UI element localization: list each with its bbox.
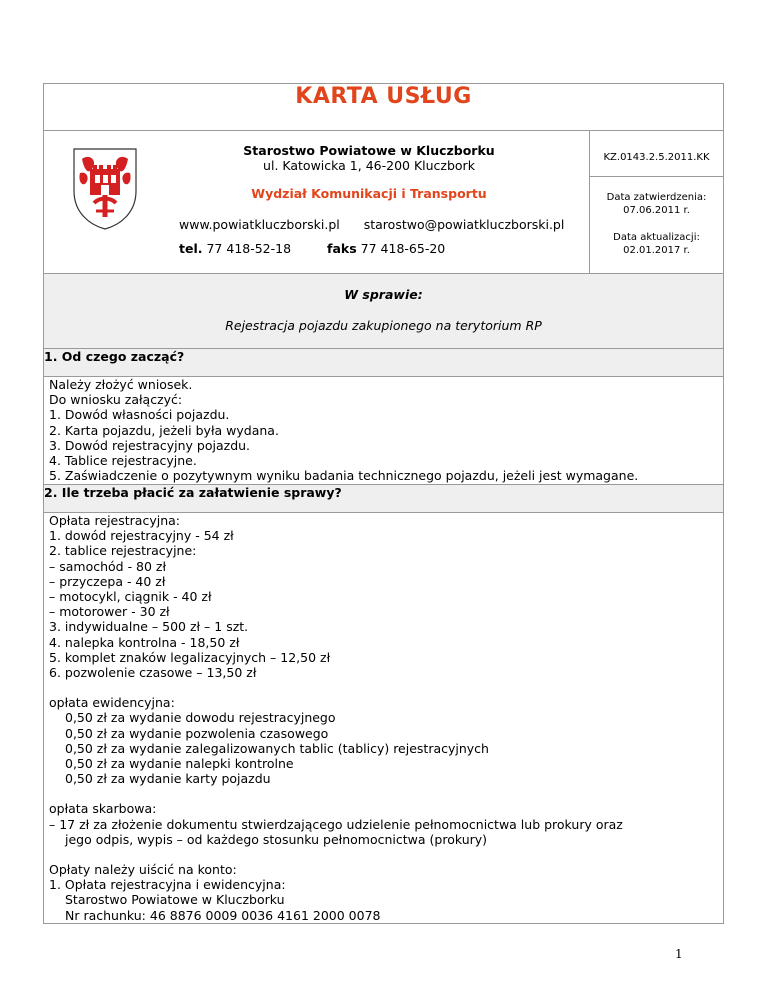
registration-fee-line: – przyczepa - 40 zł (49, 573, 166, 589)
section1-line: Należy złożyć wniosek. (49, 377, 193, 392)
fax-value: 77 418-65-20 (360, 241, 446, 256)
records-fee-line: 0,50 zł za wydanie karty pojazdu (65, 771, 271, 787)
coat-of-arms-icon (72, 147, 138, 231)
tel-value: 77 418-52-18 (206, 241, 292, 256)
registration-fee-line: 1. dowód rejestracyjny - 54 zł (49, 528, 234, 544)
update-date-block (590, 231, 723, 257)
spacer (49, 680, 723, 695)
section1-heading: 1. Od czego zacząć? (44, 349, 724, 377)
registration-fee-line: 4. nalepka kontrolna - 18,50 zł (49, 634, 240, 650)
registration-fee-line: – motocykl, ciągnik - 40 zł (49, 589, 212, 605)
tel-label: tel. (179, 241, 203, 256)
section1-body-row (44, 377, 724, 485)
registration-fee-line: – samochód - 80 zł (49, 558, 167, 574)
stamp-fee-line: – 17 zł za złożenie dokumentu stwierdzającego udzielenie pełnomocnictwa lub prokury oraz (49, 816, 623, 832)
approval-date: 07.06.2011 r. (623, 205, 690, 216)
section2-body-row (44, 513, 724, 924)
matter-label: W sprawie: (344, 287, 423, 302)
office-address: ul. Katowicka 1, 46-200 Kluczbork (263, 158, 475, 173)
approval-date-block (590, 191, 723, 217)
office-block (164, 143, 574, 173)
document-meta (590, 131, 724, 274)
service-card-table (43, 83, 724, 924)
contact-web-email (179, 217, 564, 232)
meta-divider (590, 176, 723, 177)
stamp-fee-line: jego odpis, wypis – od każdego stosunku pełnomocnictwa (prokury) (65, 831, 488, 847)
section1-line: 4. Tablice rejestracyjne. (49, 453, 197, 469)
spacer (49, 786, 723, 801)
page-number: 1 (675, 947, 683, 961)
matter-row (44, 274, 724, 349)
registration-fee-line: 5. komplet znaków legalizacyjnych – 12,50 zł (49, 649, 331, 665)
office-name: Starostwo Powiatowe w Kluczborku (243, 143, 495, 158)
fax-label: faks (327, 241, 357, 256)
title-row (44, 84, 724, 131)
records-fee-line: 0,50 zł za wydanie nalepki kontrolne (65, 756, 294, 772)
document-code: KZ.0143.2.5.2011.KK (603, 152, 710, 163)
section1-heading-row (44, 349, 724, 377)
header-row (44, 131, 724, 274)
account-holder: Starostwo Powiatowe w Kluczborku (65, 892, 285, 908)
office-info (44, 131, 590, 274)
section1-line: 2. Karta pojazdu, jeżeli była wydana. (49, 422, 279, 438)
section2-heading: 2. Ile trzeba płacić za załatwienie sprawy? (44, 485, 724, 513)
records-fee-title: opłata ewidencyjna: (49, 695, 175, 711)
section2-heading-row (44, 485, 724, 513)
contact-phone-fax (179, 241, 445, 256)
account-item: 1. Opłata rejestracyjna i ewidencyjna: (49, 877, 286, 893)
department-name: Wydział Komunikacji i Transportu (251, 186, 487, 201)
registration-fee-line: Opłata rejestracyjna: (49, 513, 180, 528)
account-title: Opłaty należy uiścić na konto: (49, 862, 237, 878)
spacer (49, 847, 723, 862)
records-fee-line: 0,50 zł za wydanie pozwolenia czasowego (65, 725, 329, 741)
service-card (43, 83, 723, 924)
update-label: Data aktualizacji: (613, 232, 700, 243)
approval-label: Data zatwierdzenia: (606, 192, 707, 203)
registration-fee-line: – motorower - 30 zł (49, 604, 170, 620)
section1-line: 3. Dowód rejestracyjny pojazdu. (49, 437, 251, 453)
update-date: 02.01.2017 r. (623, 245, 690, 256)
section1-line: 5. Zaświadczenie o pozytywnym wyniku badania technicznego pojazdu, jeżeli jest wymagane. (49, 468, 639, 484)
matter-subject: Rejestracja pojazdu zakupionego na terytorium RP (225, 318, 542, 333)
section1-line: 1. Dowód własności pojazdu. (49, 407, 230, 423)
section1-line: Do wniosku załączyć: (49, 392, 183, 408)
records-fee-line: 0,50 zł za wydanie zalegalizowanych tablic (tablicy) rejestracyjnych (65, 740, 489, 756)
records-fee-line: 0,50 zł za wydanie dowodu rejestracyjnego (65, 710, 336, 726)
email-link[interactable]: starostwo@powiatkluczborski.pl (363, 217, 565, 232)
page-title: KARTA USŁUG (295, 84, 472, 109)
registration-fee-line: 6. pozwolenie czasowe – 13,50 zł (49, 665, 257, 681)
registration-fee-line: 2. tablice rejestracyjne: (49, 543, 197, 559)
account-number: Nr rachunku: 46 8876 0009 0036 4161 2000 0078 (65, 907, 381, 923)
website-link[interactable]: www.powiatkluczborski.pl (179, 217, 340, 232)
stamp-fee-title: opłata skarbowa: (49, 801, 157, 817)
registration-fee-line: 3. indywidualne – 500 zł – 1 szt. (49, 619, 249, 635)
